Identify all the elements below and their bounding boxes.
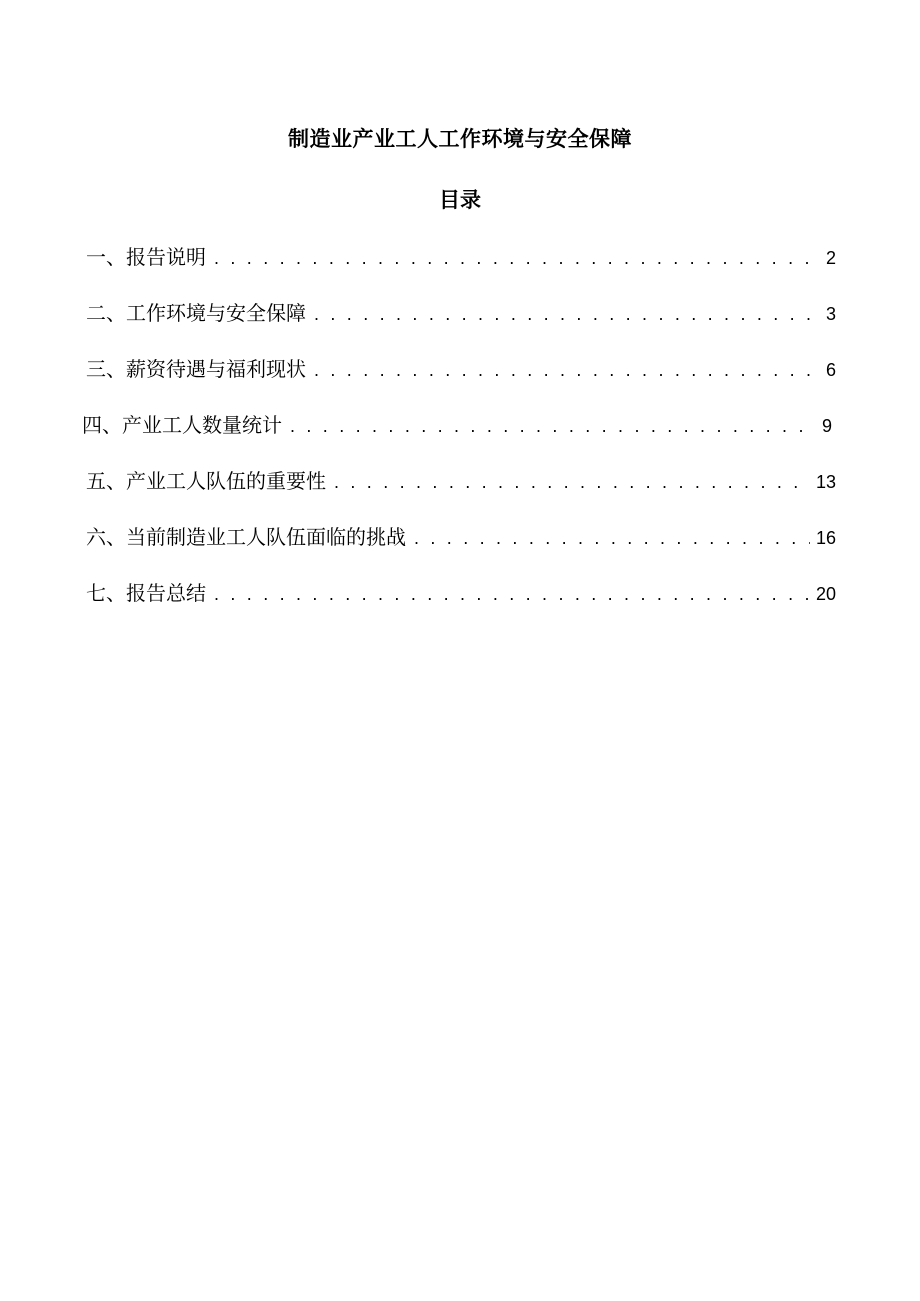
toc-dot-leader [214,241,820,275]
document-title: 制造业产业工人工作环境与安全保障 [288,127,632,151]
toc-entry-5[interactable] [86,464,836,498]
toc-entry-title: 二、工作环境与安全保障 [86,301,306,325]
toc-dot-leader [314,353,820,387]
toc-entry-title: 七、报告总结 [86,581,206,605]
toc-dot-leader [334,465,810,499]
toc-entry-7[interactable] [86,576,836,610]
toc-entry-1[interactable] [86,240,836,274]
toc-dot-leader [314,297,820,331]
toc-entry-title: 一、报告说明 [86,245,206,269]
toc-entry-title: 五、产业工人队伍的重要性 [86,469,326,493]
toc-page-number: 2 [825,248,836,268]
toc-entry-2[interactable] [86,296,836,330]
toc-page-number: 3 [825,304,836,324]
toc-page-number: 6 [825,360,836,380]
toc-entry-4[interactable] [82,408,832,442]
toc-page-number: 20 [815,584,836,604]
toc-entry-title: 六、当前制造业工人队伍面临的挑战 [86,525,406,549]
toc-dot-leader [290,409,816,443]
toc-heading: 目录 [439,188,481,212]
toc-entry-3[interactable] [86,352,836,386]
toc-entry-title: 四、产业工人数量统计 [82,413,282,437]
toc-entry-6[interactable] [86,520,836,554]
toc-dot-leader [414,521,810,555]
toc-page-number: 16 [815,528,836,548]
toc-page-number: 9 [821,416,832,436]
toc-entry-title: 三、薪资待遇与福利现状 [86,357,306,381]
toc-dot-leader [214,577,810,611]
toc-page-number: 13 [815,472,836,492]
